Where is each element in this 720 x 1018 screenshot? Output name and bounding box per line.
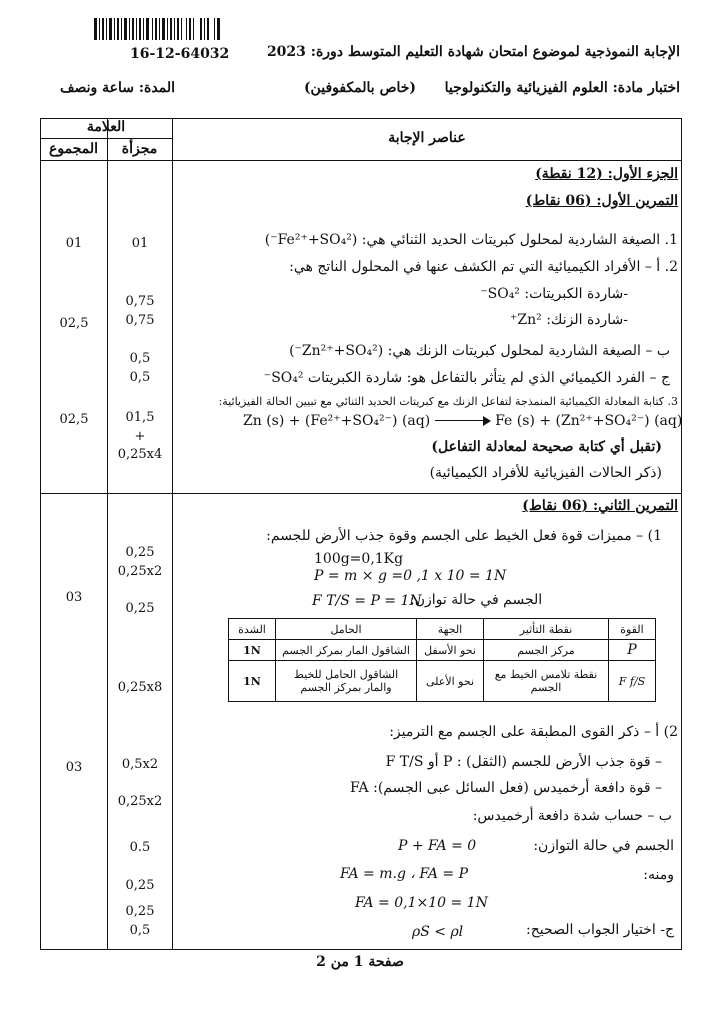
mark-partial: 01 xyxy=(131,236,149,251)
mark-partial: 0,25x2 xyxy=(117,794,163,809)
exercise2-title: التمرين الثاني: (06 نقاط) xyxy=(522,498,678,514)
page-title: الإجابة النموذجية لموضوع امتحان شهادة التعليم المتوسط دورة: 2023 xyxy=(266,44,680,60)
table-header: الشدة xyxy=(229,619,276,640)
weight-calc: P = m × g =0 ,1 x 10 = 1N xyxy=(314,568,507,584)
mark-partial: 0,25x2 xyxy=(117,564,163,579)
ex2-q2-b: ب – حساب شدة دافعة أرخميدس: xyxy=(472,808,672,824)
then-formula: FA = m.g ، FA = P xyxy=(340,866,469,882)
q2-b-answer: ب – الصيغة الشاردية لمحلول كبريتات الزنك هي: (Zn²⁺+SO₄²⁻) xyxy=(289,343,670,359)
barcode xyxy=(94,18,222,40)
equilibrium2-formula: P + FA = 0 xyxy=(398,838,477,854)
mark-partial: 0,5 xyxy=(129,351,151,366)
answer-header: عناصر الإجابة xyxy=(388,130,466,146)
mark-partial: 0,5 xyxy=(129,370,151,385)
duration: المدة: ساعة ونصف xyxy=(60,80,175,96)
q1-answer: 1. الصيغة الشاردية لمحلول كبريتات الحديد الثنائي هي: (Fe²⁺+SO₄²⁻) xyxy=(264,232,678,248)
exam-code: 16-12-64032 xyxy=(130,46,230,62)
equilibrium-label: الجسم في حالة توازن: xyxy=(410,592,543,608)
ex2-q2-a: 2) أ – ذكر القوى المطبقة على الجسم مع الترميز: xyxy=(389,724,678,740)
mark-partial: 0,75 xyxy=(125,294,155,309)
equation xyxy=(243,413,682,429)
mark-partial: 0,5x2 xyxy=(121,757,159,772)
note-any-correct: (تقبل أي كتابة صحيحة لمعادلة التفاعل) xyxy=(431,439,662,455)
then-label: ومنه: xyxy=(643,867,674,883)
total-header: المجموع xyxy=(49,141,98,157)
q2-a-answer: 2. أ – الأفراد الكيميائية التي تم الكشف عنها في المحلول الناتج هي: xyxy=(289,259,678,275)
mark-partial: 0,5 xyxy=(129,923,151,938)
mark-total: 02,5 xyxy=(59,316,89,331)
special-note: (خاص بالمكفوفين) xyxy=(303,80,417,96)
density-answer: ρS < ρl xyxy=(412,924,464,940)
equation-left: Zn (s) + (Fe²⁺+SO₄²⁻) (aq) xyxy=(243,413,431,429)
mark-total: 01 xyxy=(65,236,83,251)
exercise1-title: التمرين الأول: (06 نقاط) xyxy=(525,193,678,209)
q2-a-item2: -شاردة الزنك: Zn²⁺ xyxy=(510,312,628,328)
q3-answer: 3. كتابة المعادلة الكيميائية المنمذجة لتفاعل الزنك مع كبريتات الحديد الثنائي مع تبيين الحالة الفيزيائية: xyxy=(218,395,678,408)
ex2-q1: 1) – مميزات قوة فعل الخيط على الجسم وقوة جذب الأرض للجسم: xyxy=(266,528,662,544)
mass-conversion: 100g=0,1Kg xyxy=(314,551,404,567)
mark-partial: 0,25 xyxy=(125,601,155,616)
mark-partial: 0,25x4 xyxy=(117,447,163,462)
mark-partial: 0,25x8 xyxy=(117,680,163,695)
table-row: 1N الشاقول المار بمركز الجسم نحو الأسفل مركز الجسم P xyxy=(229,640,656,661)
page-number: صفحة 1 من 2 xyxy=(316,954,404,970)
mark-total: 03 xyxy=(65,590,83,605)
ex2-q2-a1: – قوة جذب الأرض للجسم (الثقل) : P أو F T/S xyxy=(385,754,662,770)
mark-partial: 01,5 xyxy=(125,410,155,425)
ex2-q2-a2: – قوة دافعة أرخميدس (فعل السائل عبى الجسم): FA xyxy=(350,780,662,796)
mark-partial: + xyxy=(134,429,146,444)
equation-right: Fe (s) + (Zn²⁺+SO₄²⁻) (aq) xyxy=(495,413,683,429)
table-header: نقطة التأثير xyxy=(484,619,609,640)
reaction-arrow-icon xyxy=(435,416,491,426)
part1-title: الجزء الأول: (12 نقطة) xyxy=(535,166,678,182)
mark-total: 02,5 xyxy=(59,412,89,427)
table-header: الحامل xyxy=(276,619,417,640)
subject: اختبار مادة: العلوم الفيزيائية والتكنولوجيا xyxy=(444,80,680,96)
mark-partial: 0,25 xyxy=(125,878,155,893)
table-row: 1N الشاقول الحامل للخيط والمار بمركز الجسم نحو الأعلى نقطة تلامس الخيط مع الجسم F f/S xyxy=(229,661,656,702)
table-header: القوة xyxy=(609,619,656,640)
q2-a-item1: -شاردة الكبريتات: SO₄²⁻ xyxy=(480,286,628,302)
note-physical-states: (ذكر الحالات الفيزيائية للأفراد الكيميائية) xyxy=(429,465,662,481)
q2-c-answer: ج – الفرد الكيميائي الذي لم يتأثر بالتفاعل هو: شاردة الكبريتات SO₄²⁻ xyxy=(263,370,670,386)
mark-header: العلامة xyxy=(86,119,126,135)
mark-partial: 0.5 xyxy=(129,840,151,855)
mark-total: 03 xyxy=(65,760,83,775)
equilibrium2-label: الجسم في حالة التوازن: xyxy=(533,838,674,854)
mark-partial: 0,25 xyxy=(125,904,155,919)
ex2-q2-c: ج- اختيار الجواب الصحيح: xyxy=(526,922,674,938)
partial-header: مجزأة xyxy=(121,141,158,157)
table-header: الجهة xyxy=(417,619,484,640)
archimedes-calc: FA = 0,1×10 = 1N xyxy=(355,895,488,911)
forces-table xyxy=(228,618,656,702)
mark-partial: 0,25 xyxy=(125,545,155,560)
mark-partial: 0,75 xyxy=(125,313,155,328)
equilibrium-formula: F T/S = P = 1N xyxy=(312,593,422,609)
